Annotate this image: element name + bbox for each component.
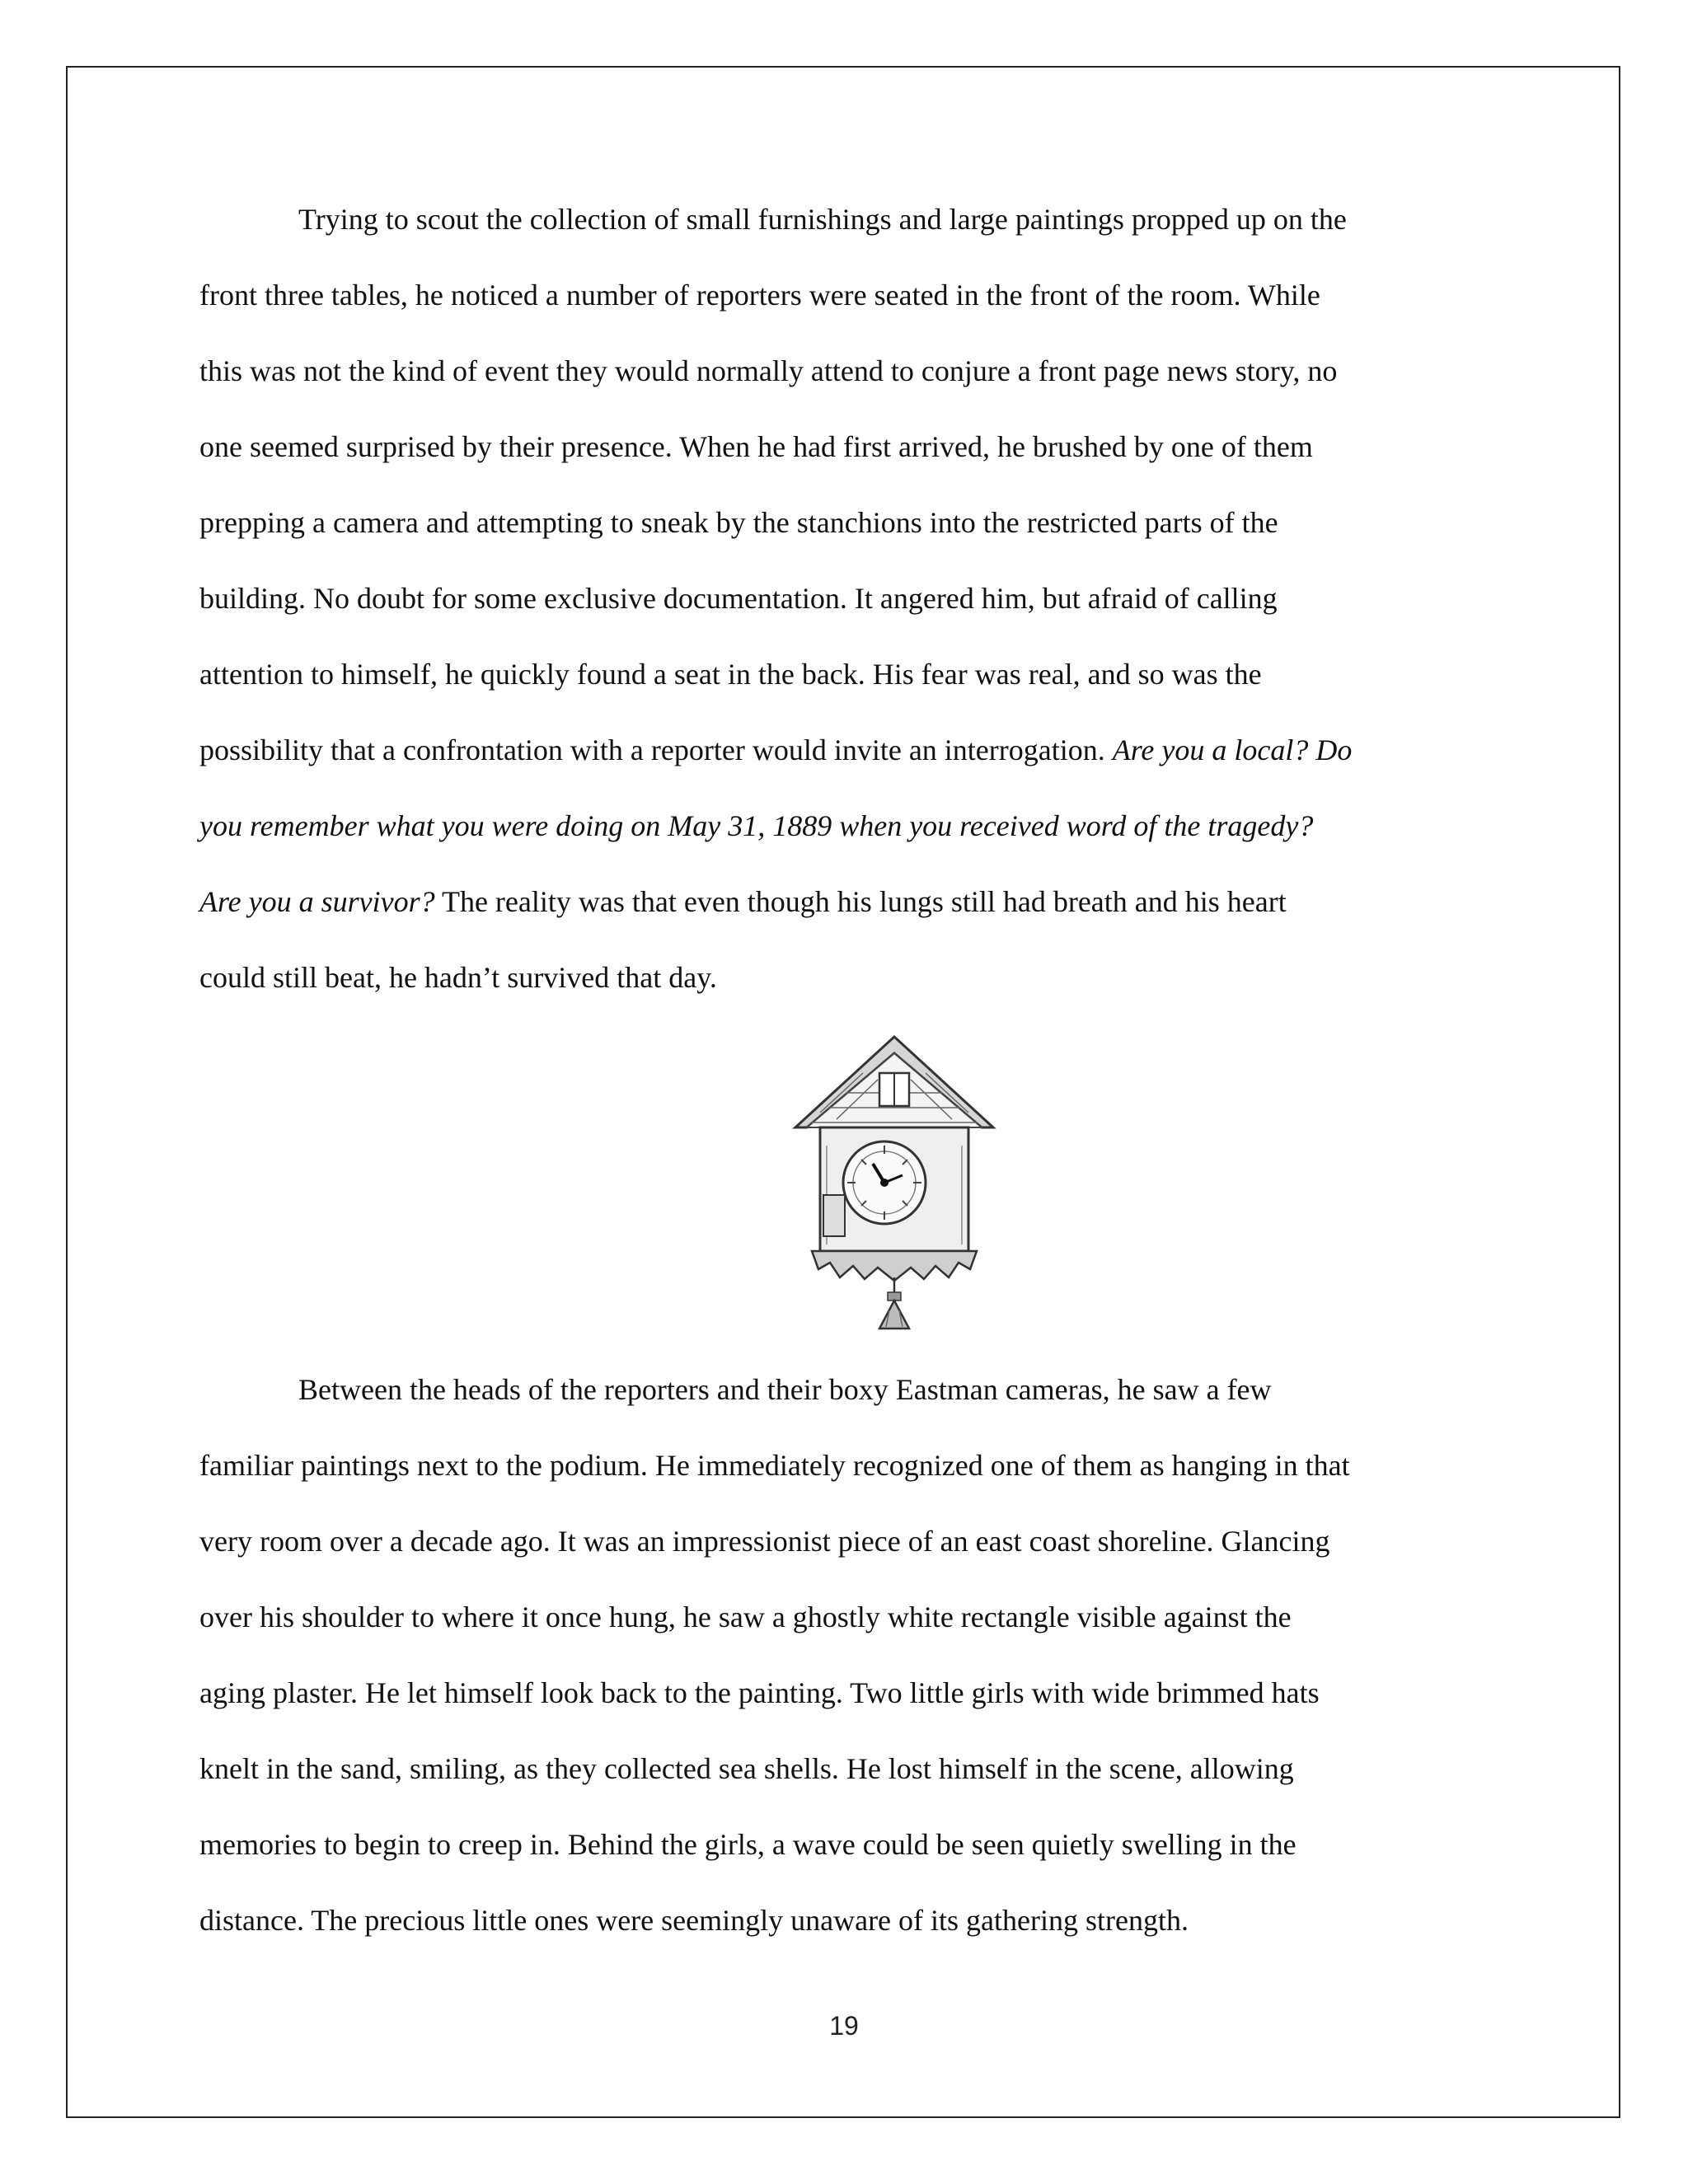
- text-span: The reality was that even though his lungs still had breath and his heart: [434, 885, 1287, 918]
- text-line: familiar paintings next to the podium. He immediately recognized one of them as hanging in that: [199, 1449, 1350, 1482]
- text-line: one seemed surprised by their presence. When he had first arrived, he brushed by one of them: [199, 430, 1313, 463]
- italic-question: Are you a survivor?: [199, 885, 435, 918]
- text-line: this was not the kind of event they would normally attend to conjure a front page news story, no: [199, 354, 1338, 387]
- text-line: could still beat, he hadn’t survived that day.: [199, 961, 717, 994]
- text-line: Between the heads of the reporters and their boxy Eastman cameras, he saw a few: [298, 1373, 1272, 1406]
- cuckoo-clock-icon: [787, 1030, 1001, 1335]
- cuckoo-clock-illustration: [787, 1030, 1001, 1335]
- text-line: Trying to scout the collection of small furnishings and large paintings propped up on the: [298, 203, 1347, 236]
- paragraph-1: [199, 181, 1502, 1015]
- text-line: aging plaster. He let himself look back to the painting. Two little girls with wide brimmed hats: [199, 1676, 1320, 1709]
- text-line: memories to begin to creep in. Behind the girls, a wave could be seen quietly swelling in the: [199, 1828, 1296, 1861]
- paragraph-2: [199, 1352, 1502, 1958]
- text-line: [199, 864, 1502, 940]
- text-line: very room over a decade ago. It was an impressionist piece of an east coast shoreline. Glancing: [199, 1525, 1330, 1558]
- text-line: prepping a camera and attempting to sneak by the stanchions into the restricted parts of the: [199, 506, 1278, 539]
- text-line: building. No doubt for some exclusive documentation. It angered him, but afraid of calling: [199, 582, 1278, 615]
- text-line: over his shoulder to where it once hung, he saw a ghostly white rectangle visible against the: [199, 1601, 1292, 1633]
- text-line: [199, 712, 1502, 788]
- text-line: knelt in the sand, smiling, as they collected sea shells. He lost himself in the scene, allowing: [199, 1752, 1294, 1785]
- page-number: 19: [829, 2011, 859, 2041]
- italic-question: Are you a local? Do: [1112, 733, 1353, 766]
- text-line: distance. The precious little ones were seemingly unaware of its gathering strength.: [199, 1904, 1189, 1937]
- text-line: front three tables, he noticed a number of reporters were seated in the front of the room. While: [199, 279, 1320, 312]
- text-span: possibility that a confrontation with a reporter would invite an interrogation.: [199, 733, 1113, 766]
- text-line: attention to himself, he quickly found a seat in the back. His fear was real, and so was the: [199, 658, 1262, 691]
- italic-question-line: you remember what you were doing on May 31, 1889 when you received word of the tragedy?: [199, 809, 1314, 842]
